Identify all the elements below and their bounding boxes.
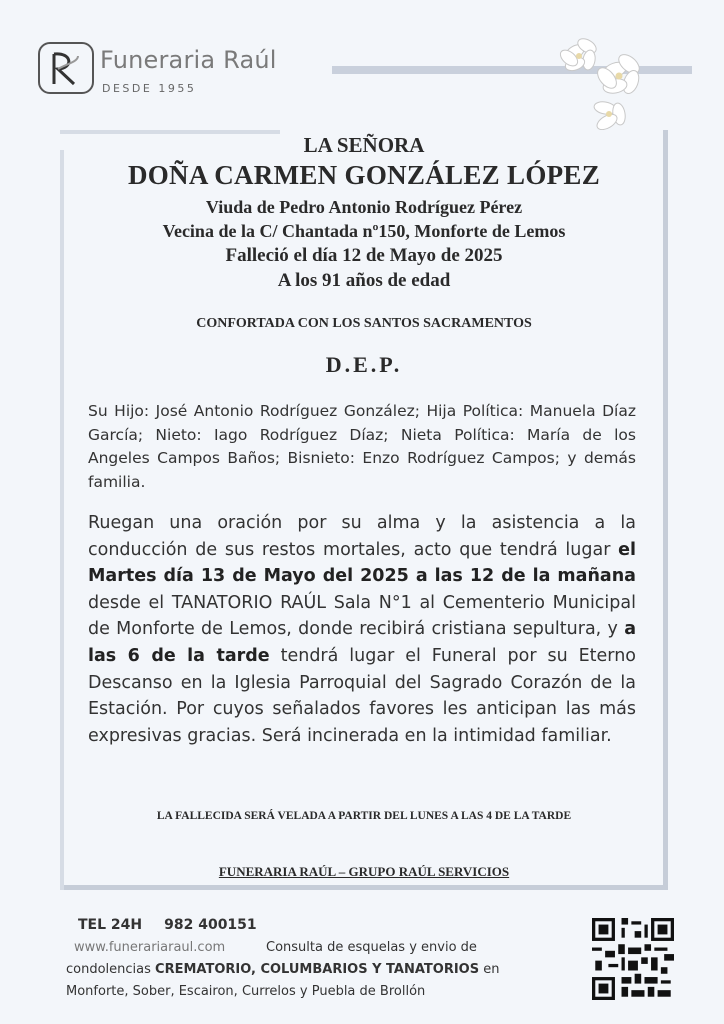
ceremony-paragraph (88, 510, 636, 749)
address-line: Vecina de la C/ Chantada nº150, Monforte de Lemos (162, 221, 566, 241)
ceremony-text-3: tendrá lugar el Funeral por su Eterno Descanso en la Iglesia Parroquial del Sagrado Corazón de la Estación. Por cuyos señalados favores les anticipan las más expresivas gracias. Será incinerada en la intimidad familiar. (88, 645, 636, 746)
brand-name: Funeraria Raúl (100, 46, 277, 74)
family-paragraph: Su Hijo: José Antonio Rodríguez González; Hija Política: Manuela Díaz García; Nieto: Iago Rodríguez Díaz; Nieta Política: María de los Angeles Campos Baños; Bisnieto: Enzo Rodríguez Campos; y demás familia. (88, 402, 636, 491)
death-date-line: Falleció el día 12 de Mayo de 2025 (225, 245, 503, 266)
wake-line: LA FALLECIDA SERÁ VELADA A PARTIR DEL LUNES A LAS 4 DE LA TARDE (156, 810, 572, 822)
condolencias-text: condolencias (66, 962, 156, 977)
widow-line: Viuda de Pedro Antonio Rodríguez Pérez (205, 197, 523, 217)
phone-line (78, 917, 257, 933)
phone-number[interactable]: 982 400151 (164, 917, 257, 933)
deceased-name: DOÑA CARMEN GONZÁLEZ LÓPEZ (127, 160, 601, 190)
website-link[interactable]: www.funerariaraul.com (74, 940, 226, 955)
services-line (66, 962, 499, 977)
sacraments-line: CONFORTADA CON LOS SANTOS SACRAMENTOS (196, 316, 532, 331)
age-line: A los 91 años de edad (277, 270, 451, 291)
services-text: CREMATORIO, COLUMBARIOS Y TANATORIOS (155, 962, 480, 977)
funeral-time: a las 6 de la tarde (88, 619, 636, 666)
ceremony-datetime: el Martes día 13 de Mayo del 2025 a las 12 de la mañana (88, 539, 636, 587)
phone-label: TEL 24H (78, 917, 143, 933)
brand-since: DESDE 1955 (102, 82, 197, 95)
ceremony-text-2: desde el TANATORIO RAÚL Sala N°1 al Cementerio Municipal de Monforte de Lemos, donde recibirá cristiana sepultura, y (88, 592, 636, 640)
consulta-text: Consulta de esquelas y envio de (266, 940, 477, 955)
ceremony-text-1: Ruegan una oración por su alma y la asistencia a la conducción de sus restos mortales, acto que tendrá lugar (88, 513, 636, 560)
logo-icon (38, 42, 94, 94)
flowers-icon (545, 30, 655, 130)
notice-title: LA SEÑORA (303, 133, 425, 157)
dep-line: D.E.P. (325, 352, 403, 377)
group-line: FUNERARIA RAÚL – GRUPO RAÚL SERVICIOS (218, 864, 510, 879)
towns-line: Monforte, Sober, Escairon, Currelos y Puebla de Brollón (66, 984, 426, 999)
en-text: en (479, 962, 500, 977)
qr-code-icon[interactable] (592, 918, 674, 1000)
